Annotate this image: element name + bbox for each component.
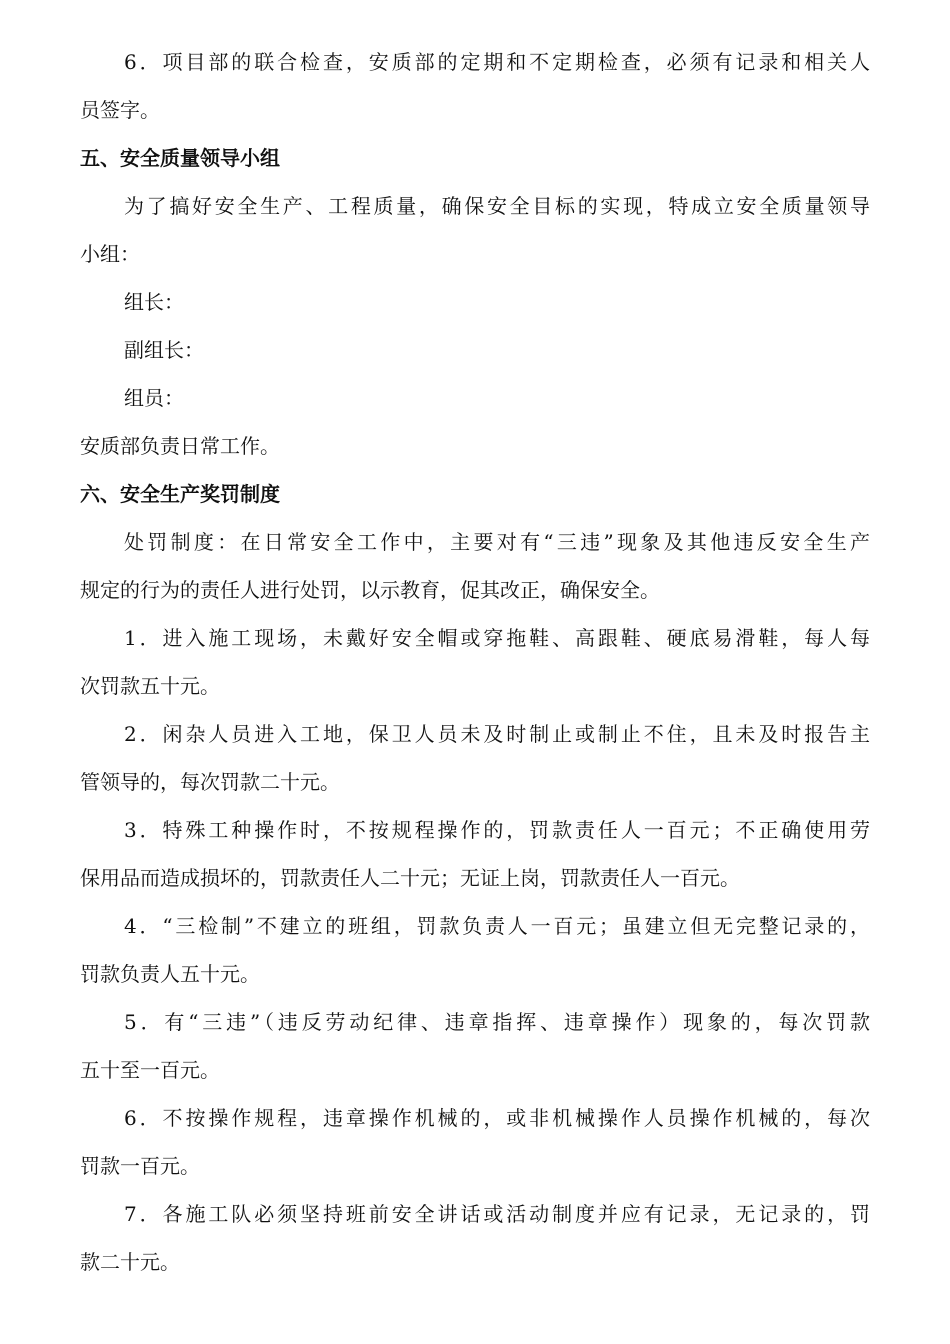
list-item-line: 1．进入施工现场，未戴好安全帽或穿拖鞋、高跟鞋、硬底易滑鞋，每人每 [124,626,870,650]
paragraph-line: 员签字。 [80,98,160,122]
list-item-line: 3．特殊工种操作时，不按规程操作的，罚款责任人一百元；不正确使用劳 [124,818,870,842]
list-item-line: 7．各施工队必须坚持班前安全讲话或活动制度并应有记录，无记录的，罚 [124,1202,870,1226]
paragraph-line: 安质部负责日常工作。 [80,434,280,458]
list-item-line: 保用品而造成损坏的，罚款责任人二十元；无证上岗，罚款责任人一百元。 [80,866,740,890]
list-item-line: 款二十元。 [80,1250,180,1274]
section-heading: 六、安全生产奖罚制度 [80,482,280,506]
leader-field: 组长： [124,290,184,314]
list-item-line: 6．不按操作规程，违章操作机械的，或非机械操作人员操作机械的，每次 [124,1106,870,1130]
paragraph-line: 6．项目部的联合检查，安质部的定期和不定期检查，必须有记录和相关人 [124,50,870,74]
members-field: 组员： [124,386,184,410]
section-heading: 五、安全质量领导小组 [80,146,280,170]
paragraph-line: 为了搞好安全生产、工程质量，确保安全目标的实现，特成立安全质量领导 [124,194,870,218]
list-item-line: 2．闲杂人员进入工地，保卫人员未及时制止或制止不住，且未及时报告主 [124,722,870,746]
list-item-line: 次罚款五十元。 [80,674,220,698]
paragraph-line: 规定的行为的责任人进行处罚，以示教育，促其改正，确保安全。 [80,578,660,602]
paragraph-line: 处罚制度：在日常安全工作中，主要对有“三违”现象及其他违反安全生产 [124,530,870,554]
list-item-line: 罚款负责人五十元。 [80,962,260,986]
list-item-line: 4．“三检制”不建立的班组，罚款负责人一百元；虽建立但无完整记录的， [124,914,870,938]
list-item-line: 五十至一百元。 [80,1058,220,1082]
list-item-line: 5．有“三违”（违反劳动纪律、违章指挥、违章操作）现象的，每次罚款 [124,1010,870,1034]
list-item-line: 管领导的，每次罚款二十元。 [80,770,340,794]
paragraph-line: 小组： [80,242,140,266]
deputy-leader-field: 副组长： [124,338,204,362]
list-item-line: 罚款一百元。 [80,1154,200,1178]
